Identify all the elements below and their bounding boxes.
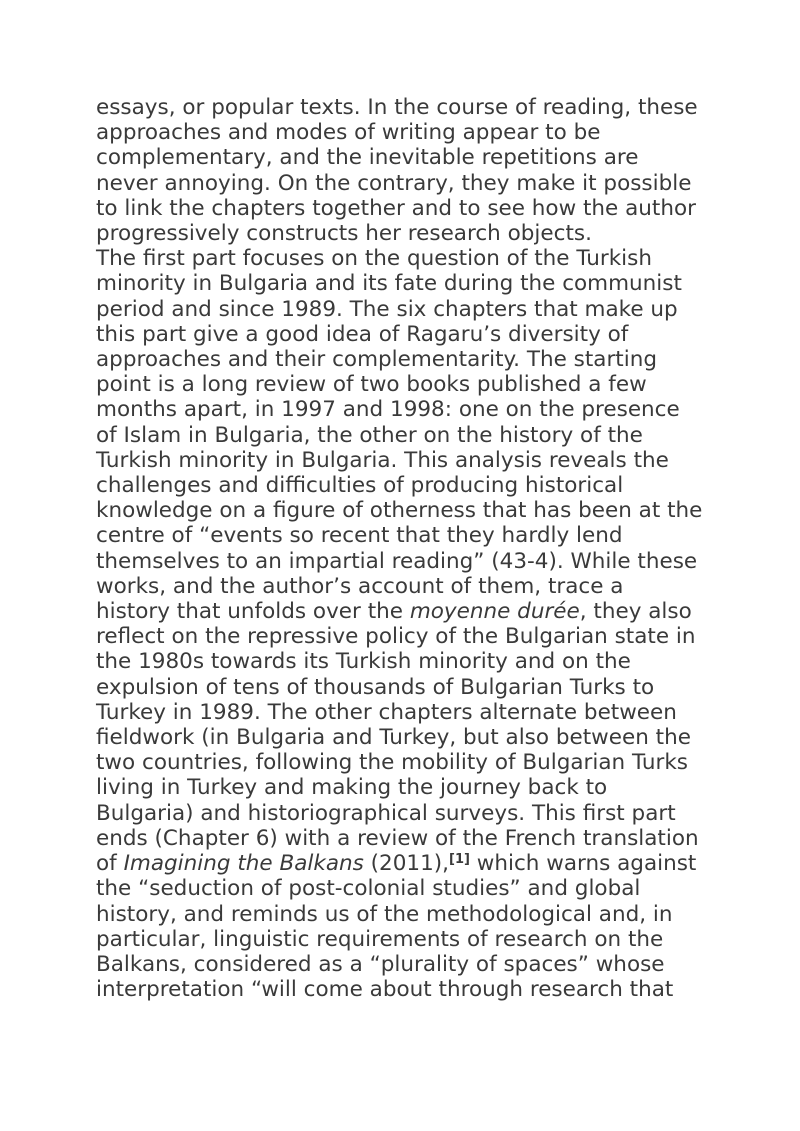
text-line: themselves to an impartial reading” (43-4). While these <box>96 548 698 574</box>
text-line: the 1980s towards its Turkish minority and on the <box>96 649 631 675</box>
text-line: works, and the author’s account of them, trace a <box>96 573 624 599</box>
text-run: history that unfolds over the <box>96 599 410 625</box>
text-line: Bulgaria) and historiographical surveys. This first part <box>96 800 676 826</box>
text-line: Turkish minority in Bulgaria. This analysis reveals the <box>96 447 669 473</box>
text-line-moyenne-duree <box>96 599 716 624</box>
text-line: expulsion of tens of thousands of Bulgarian Turks to <box>96 674 655 700</box>
paragraph-continuation <box>96 95 716 246</box>
text-line: Turkey in 1989. The other chapters alternate between <box>96 699 677 725</box>
text-run: which warns against <box>469 851 697 877</box>
text-line: challenges and difficulties of producing historical <box>96 473 624 499</box>
text-line: approaches and modes of writing appear to be <box>96 120 601 146</box>
text-line: never annoying. On the contrary, they make it possible <box>96 170 692 196</box>
text-line: this part give a good idea of Ragaru’s diversity of <box>96 321 629 347</box>
text-line: progressively constructs her research objects. <box>96 221 592 247</box>
text-line: particular, linguistic requirements of research on the <box>96 926 664 952</box>
text-line: knowledge on a figure of otherness that has been at the <box>96 498 703 524</box>
text-line: living in Turkey and making the journey back to <box>96 775 608 801</box>
text-line: months apart, in 1997 and 1998: one on the presence <box>96 397 680 423</box>
text-line: Balkans, considered as a “plurality of spaces” whose <box>96 951 665 977</box>
text-line: minority in Bulgaria and its fate during the communist <box>96 271 682 297</box>
text-line: history, and reminds us of the methodological and, in <box>96 901 673 927</box>
paragraph-first-part <box>96 246 716 1002</box>
text-line: centre of “events so recent that they hardly lend <box>96 523 623 549</box>
text-line: period and since 1989. The six chapters that make up <box>96 296 678 322</box>
italic-term: moyenne durée <box>409 599 580 625</box>
text-line: reflect on the repressive policy of the Bulgarian state in <box>96 624 696 650</box>
text-line: complementary, and the inevitable repetitions are <box>96 145 639 171</box>
text-line: fieldwork (in Bulgaria and Turkey, but also between the <box>96 725 691 751</box>
text-line: ends (Chapter 6) with a review of the French translation <box>96 825 699 851</box>
text-line: point is a long review of two books published a few <box>96 372 647 398</box>
text-line: essays, or popular texts. In the course of reading, these <box>96 95 698 120</box>
text-line: to link the chapters together and to see how the author <box>96 195 696 221</box>
footnote-link[interactable]: [1] <box>449 852 470 868</box>
text-line: approaches and their complementarity. The starting <box>96 347 657 373</box>
text-line: two countries, following the mobility of Bulgarian Turks <box>96 750 688 776</box>
text-run: (2011), <box>363 851 449 877</box>
text-line: interpretation “will come about through research that <box>96 977 674 1003</box>
text-line: of Islam in Bulgaria, the other on the history of the <box>96 422 643 448</box>
text-run: of <box>96 851 124 877</box>
italic-book-title: Imagining the Balkans <box>123 851 364 877</box>
text-line: The first part focuses on the question of the Turkish <box>96 246 652 272</box>
text-run: , they also <box>579 599 692 625</box>
text-line-imagining-balkans <box>96 851 716 876</box>
article-body <box>96 95 716 1002</box>
text-line: the “seduction of post-colonial studies” and global <box>96 876 641 902</box>
